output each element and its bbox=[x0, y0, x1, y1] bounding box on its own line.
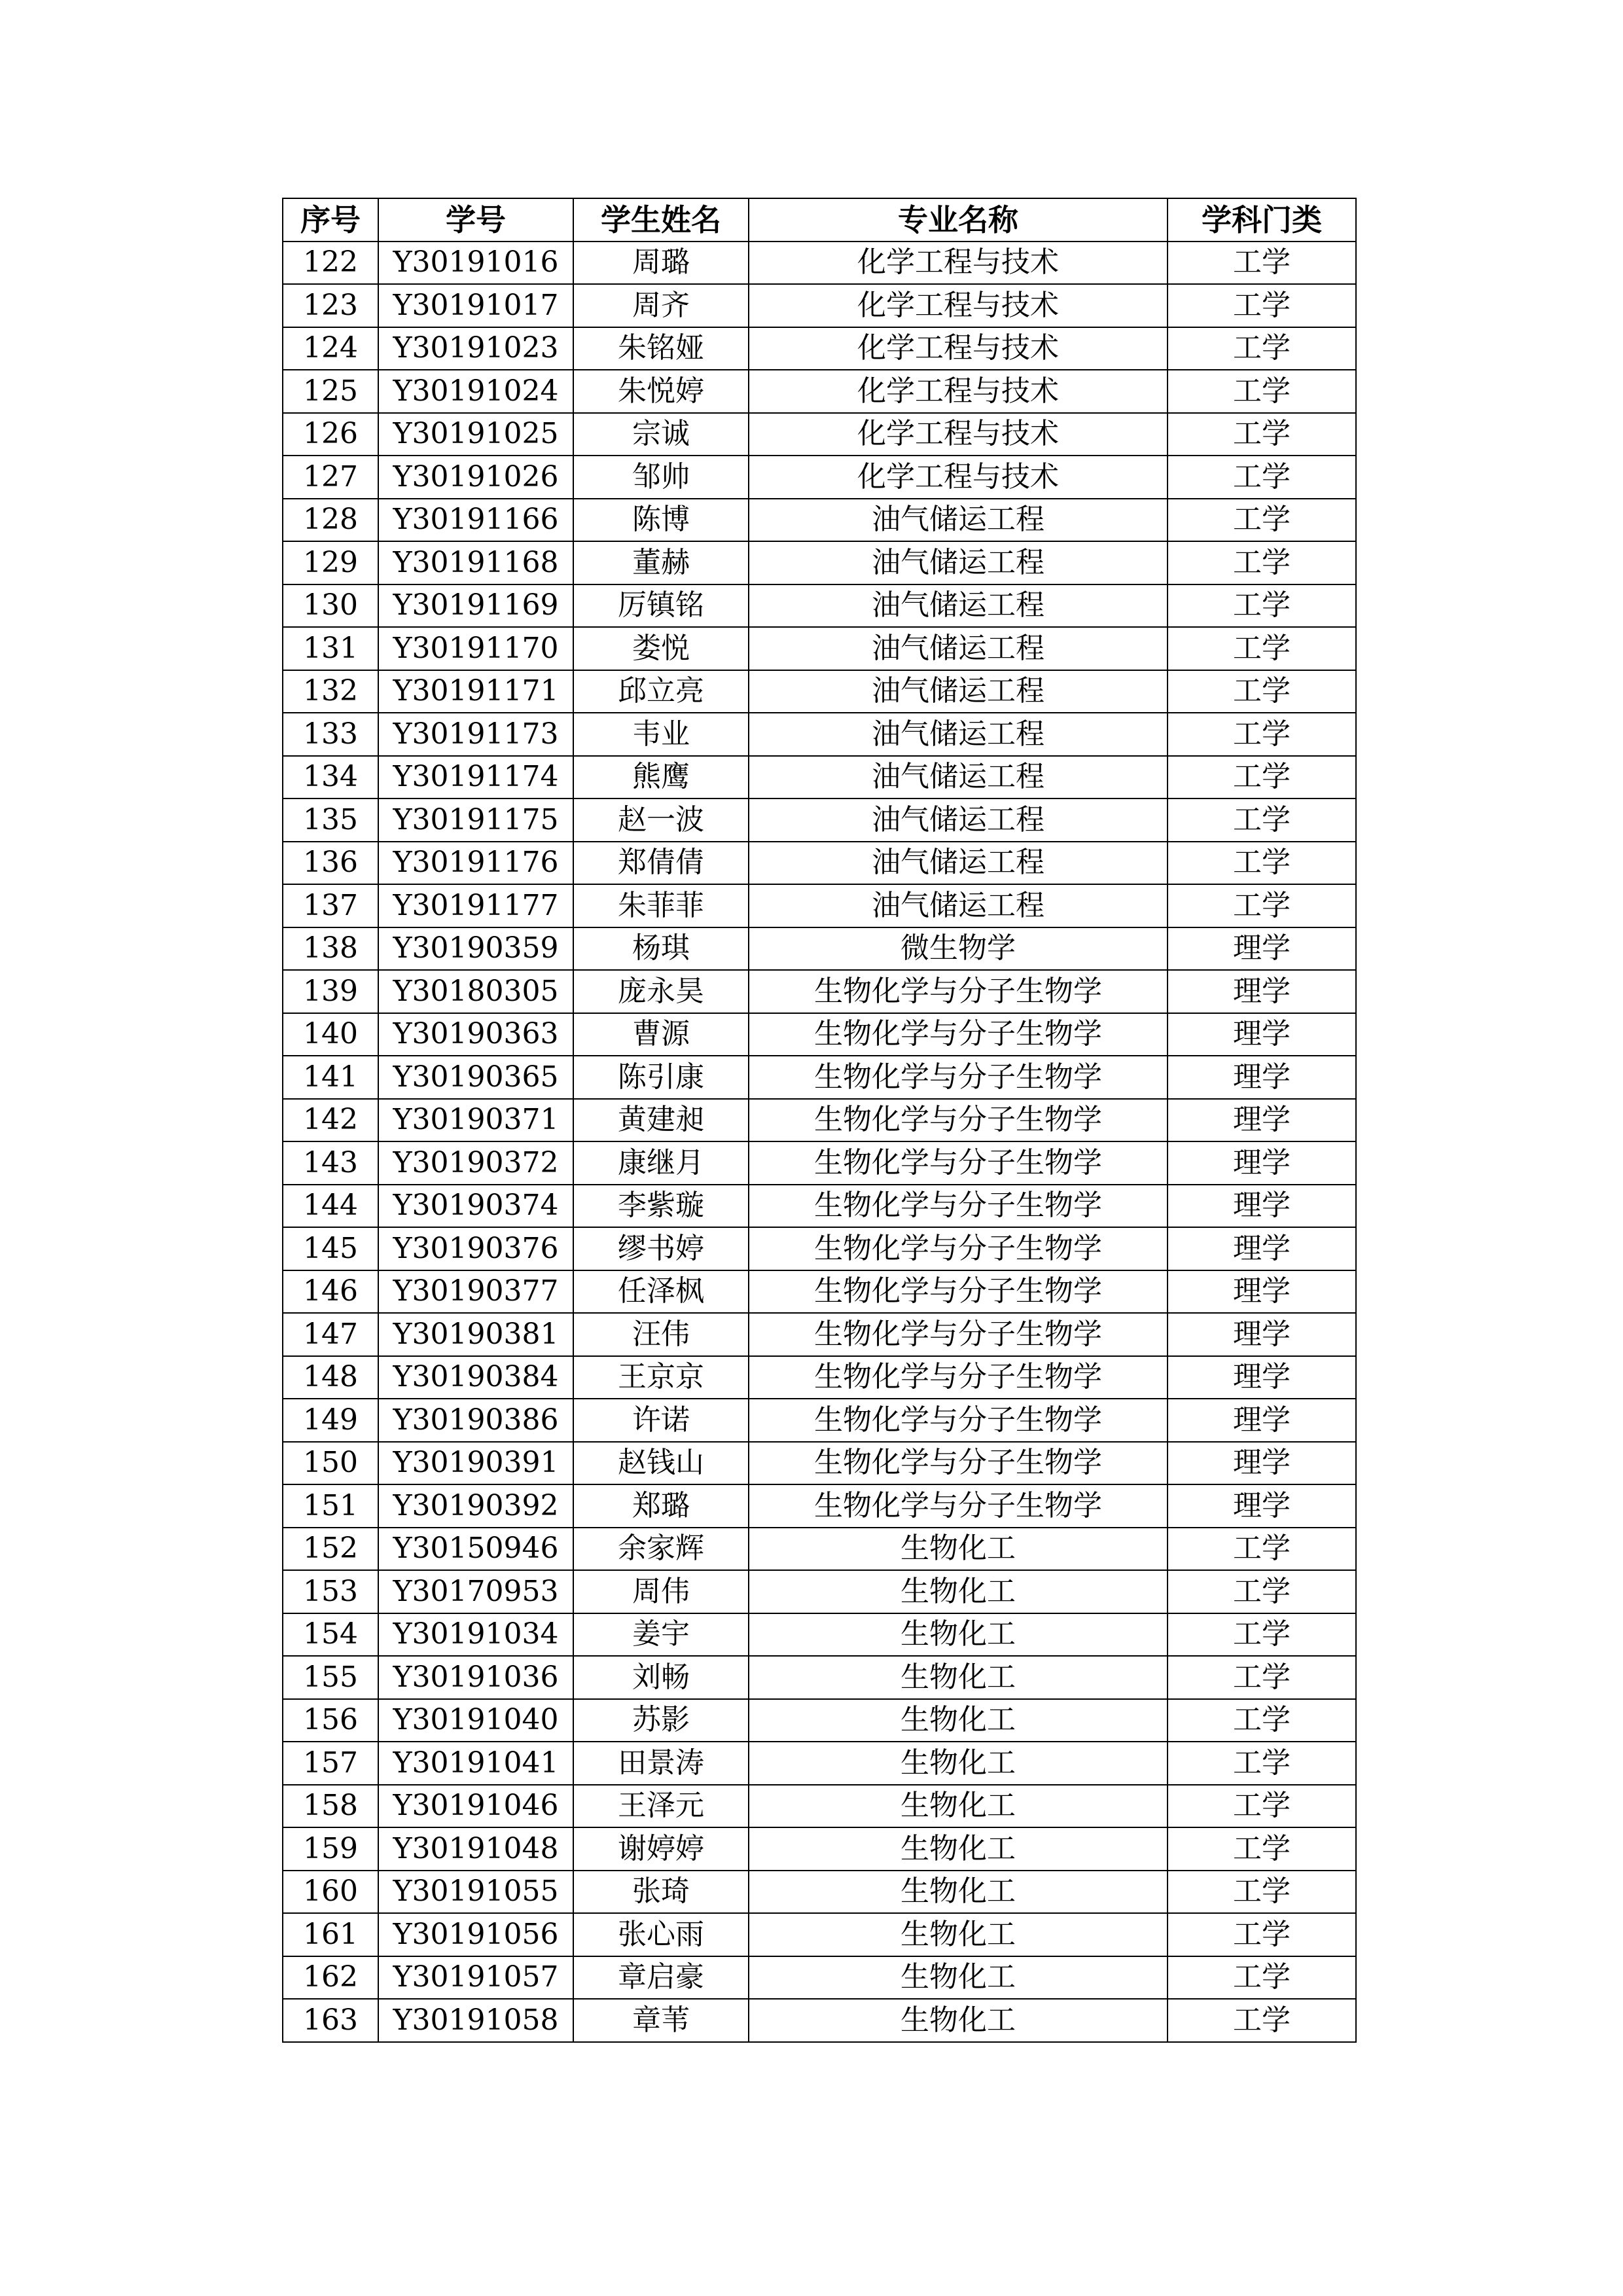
cell-student-name: 田景涛 bbox=[573, 1742, 749, 1785]
cell-major-name: 油气储运工程 bbox=[749, 499, 1168, 542]
header-row bbox=[283, 198, 1356, 242]
cell-student-id: Y30191024 bbox=[378, 370, 573, 413]
cell-serial-no: 123 bbox=[283, 284, 378, 327]
cell-student-name: 任泽枫 bbox=[573, 1270, 749, 1314]
cell-student-name: 汪伟 bbox=[573, 1313, 749, 1356]
cell-student-id: Y30150946 bbox=[378, 1528, 573, 1571]
table-row bbox=[283, 242, 1356, 285]
cell-student-id: Y30191058 bbox=[378, 1999, 573, 2042]
cell-student-name: 厉镇铭 bbox=[573, 584, 749, 628]
table-row bbox=[283, 884, 1356, 927]
cell-discipline-category: 工学 bbox=[1168, 1827, 1356, 1871]
cell-student-id: Y30191036 bbox=[378, 1656, 573, 1699]
table-row bbox=[283, 499, 1356, 542]
cell-major-name: 生物化工 bbox=[749, 1699, 1168, 1742]
table-row bbox=[283, 670, 1356, 713]
cell-discipline-category: 理学 bbox=[1168, 1056, 1356, 1099]
cell-student-name: 宗诚 bbox=[573, 413, 749, 456]
cell-student-id: Y30191176 bbox=[378, 842, 573, 885]
cell-serial-no: 149 bbox=[283, 1399, 378, 1442]
cell-student-name: 陈引康 bbox=[573, 1056, 749, 1099]
cell-major-name: 生物化工 bbox=[749, 1999, 1168, 2042]
cell-student-name: 张琦 bbox=[573, 1871, 749, 1914]
cell-serial-no: 131 bbox=[283, 627, 378, 670]
table-row bbox=[283, 370, 1356, 413]
cell-student-name: 许诺 bbox=[573, 1399, 749, 1442]
cell-serial-no: 154 bbox=[283, 1613, 378, 1657]
cell-major-name: 生物化工 bbox=[749, 1656, 1168, 1699]
cell-student-name: 周璐 bbox=[573, 242, 749, 285]
table-row bbox=[283, 1313, 1356, 1356]
cell-serial-no: 145 bbox=[283, 1227, 378, 1270]
table-row bbox=[283, 713, 1356, 756]
cell-student-id: Y30190386 bbox=[378, 1399, 573, 1442]
cell-discipline-category: 理学 bbox=[1168, 1270, 1356, 1314]
cell-major-name: 油气储运工程 bbox=[749, 584, 1168, 628]
cell-student-id: Y30191017 bbox=[378, 284, 573, 327]
header-student-id: 学号 bbox=[378, 198, 573, 242]
cell-major-name: 生物化工 bbox=[749, 1785, 1168, 1828]
cell-student-name: 章苇 bbox=[573, 1999, 749, 2042]
cell-student-name: 谢婷婷 bbox=[573, 1827, 749, 1871]
header-major-name: 专业名称 bbox=[749, 198, 1168, 242]
cell-serial-no: 160 bbox=[283, 1871, 378, 1914]
cell-serial-no: 146 bbox=[283, 1270, 378, 1314]
cell-student-name: 郑璐 bbox=[573, 1484, 749, 1528]
table-row bbox=[283, 1785, 1356, 1828]
cell-serial-no: 152 bbox=[283, 1528, 378, 1571]
cell-student-name: 曹源 bbox=[573, 1013, 749, 1056]
table-row bbox=[283, 1913, 1356, 1956]
cell-major-name: 生物化工 bbox=[749, 1871, 1168, 1914]
cell-student-id: Y30190371 bbox=[378, 1099, 573, 1142]
student-table bbox=[282, 198, 1357, 2043]
cell-student-name: 熊鹰 bbox=[573, 756, 749, 799]
header-serial-no: 序号 bbox=[283, 198, 378, 242]
cell-major-name: 生物化工 bbox=[749, 1528, 1168, 1571]
table-row bbox=[283, 584, 1356, 628]
cell-student-name: 朱悦婷 bbox=[573, 370, 749, 413]
cell-student-name: 章启豪 bbox=[573, 1956, 749, 2000]
cell-student-id: Y30190392 bbox=[378, 1484, 573, 1528]
table-row bbox=[283, 842, 1356, 885]
cell-major-name: 化学工程与技术 bbox=[749, 413, 1168, 456]
cell-discipline-category: 工学 bbox=[1168, 413, 1356, 456]
cell-major-name: 生物化工 bbox=[749, 1613, 1168, 1657]
cell-discipline-category: 工学 bbox=[1168, 284, 1356, 327]
cell-discipline-category: 工学 bbox=[1168, 670, 1356, 713]
table-row bbox=[283, 1442, 1356, 1485]
cell-discipline-category: 工学 bbox=[1168, 242, 1356, 285]
cell-student-id: Y30190384 bbox=[378, 1356, 573, 1399]
cell-major-name: 生物化学与分子生物学 bbox=[749, 1099, 1168, 1142]
cell-student-name: 王京京 bbox=[573, 1356, 749, 1399]
cell-serial-no: 162 bbox=[283, 1956, 378, 2000]
cell-discipline-category: 理学 bbox=[1168, 1141, 1356, 1185]
cell-student-id: Y30191046 bbox=[378, 1785, 573, 1828]
table-body bbox=[283, 242, 1356, 2042]
cell-discipline-category: 理学 bbox=[1168, 1313, 1356, 1356]
cell-discipline-category: 工学 bbox=[1168, 456, 1356, 499]
cell-serial-no: 129 bbox=[283, 541, 378, 584]
table-row bbox=[283, 456, 1356, 499]
cell-student-name: 邹帅 bbox=[573, 456, 749, 499]
cell-major-name: 化学工程与技术 bbox=[749, 327, 1168, 370]
cell-student-name: 张心雨 bbox=[573, 1913, 749, 1956]
cell-serial-no: 127 bbox=[283, 456, 378, 499]
cell-discipline-category: 工学 bbox=[1168, 1871, 1356, 1914]
cell-discipline-category: 工学 bbox=[1168, 713, 1356, 756]
cell-student-id: Y30191055 bbox=[378, 1871, 573, 1914]
table-row bbox=[283, 541, 1356, 584]
cell-major-name: 油气储运工程 bbox=[749, 627, 1168, 670]
cell-student-id: Y30191174 bbox=[378, 756, 573, 799]
cell-major-name: 生物化学与分子生物学 bbox=[749, 1313, 1168, 1356]
cell-serial-no: 141 bbox=[283, 1056, 378, 1099]
cell-student-id: Y30191175 bbox=[378, 798, 573, 842]
cell-major-name: 生物化工 bbox=[749, 1570, 1168, 1613]
cell-student-id: Y30180305 bbox=[378, 970, 573, 1013]
cell-student-id: Y30191025 bbox=[378, 413, 573, 456]
cell-major-name: 生物化学与分子生物学 bbox=[749, 1013, 1168, 1056]
cell-discipline-category: 工学 bbox=[1168, 884, 1356, 927]
cell-student-name: 朱菲菲 bbox=[573, 884, 749, 927]
cell-discipline-category: 工学 bbox=[1168, 1999, 1356, 2042]
cell-major-name: 生物化学与分子生物学 bbox=[749, 1185, 1168, 1228]
cell-serial-no: 135 bbox=[283, 798, 378, 842]
table-row bbox=[283, 927, 1356, 971]
table-row bbox=[283, 1013, 1356, 1056]
cell-discipline-category: 理学 bbox=[1168, 1227, 1356, 1270]
cell-student-name: 韦业 bbox=[573, 713, 749, 756]
cell-serial-no: 126 bbox=[283, 413, 378, 456]
cell-discipline-category: 工学 bbox=[1168, 1956, 1356, 2000]
cell-discipline-category: 工学 bbox=[1168, 1742, 1356, 1785]
cell-serial-no: 134 bbox=[283, 756, 378, 799]
table-row bbox=[283, 1270, 1356, 1314]
cell-discipline-category: 工学 bbox=[1168, 1913, 1356, 1956]
cell-discipline-category: 工学 bbox=[1168, 1570, 1356, 1613]
table-row bbox=[283, 1956, 1356, 2000]
cell-discipline-category: 理学 bbox=[1168, 970, 1356, 1013]
cell-serial-no: 147 bbox=[283, 1313, 378, 1356]
cell-serial-no: 140 bbox=[283, 1013, 378, 1056]
table-header bbox=[283, 198, 1356, 242]
cell-serial-no: 128 bbox=[283, 499, 378, 542]
cell-student-name: 缪书婷 bbox=[573, 1227, 749, 1270]
cell-serial-no: 144 bbox=[283, 1185, 378, 1228]
cell-discipline-category: 工学 bbox=[1168, 1699, 1356, 1742]
cell-serial-no: 148 bbox=[283, 1356, 378, 1399]
cell-serial-no: 159 bbox=[283, 1827, 378, 1871]
table-row bbox=[283, 756, 1356, 799]
table-row bbox=[283, 1613, 1356, 1657]
cell-serial-no: 139 bbox=[283, 970, 378, 1013]
cell-serial-no: 137 bbox=[283, 884, 378, 927]
cell-student-id: Y30190381 bbox=[378, 1313, 573, 1356]
cell-major-name: 生物化学与分子生物学 bbox=[749, 1399, 1168, 1442]
cell-student-name: 董赫 bbox=[573, 541, 749, 584]
cell-student-name: 庞永昊 bbox=[573, 970, 749, 1013]
cell-serial-no: 151 bbox=[283, 1484, 378, 1528]
cell-student-name: 郑倩倩 bbox=[573, 842, 749, 885]
cell-student-id: Y30190372 bbox=[378, 1141, 573, 1185]
cell-serial-no: 124 bbox=[283, 327, 378, 370]
cell-major-name: 化学工程与技术 bbox=[749, 284, 1168, 327]
table-row bbox=[283, 1356, 1356, 1399]
cell-student-id: Y30191041 bbox=[378, 1742, 573, 1785]
cell-major-name: 生物化学与分子生物学 bbox=[749, 1141, 1168, 1185]
cell-student-id: Y30190391 bbox=[378, 1442, 573, 1485]
cell-major-name: 油气储运工程 bbox=[749, 798, 1168, 842]
cell-major-name: 化学工程与技术 bbox=[749, 456, 1168, 499]
cell-student-id: Y30190377 bbox=[378, 1270, 573, 1314]
cell-discipline-category: 工学 bbox=[1168, 370, 1356, 413]
cell-serial-no: 132 bbox=[283, 670, 378, 713]
table-row bbox=[283, 327, 1356, 370]
table-row bbox=[283, 1656, 1356, 1699]
cell-major-name: 化学工程与技术 bbox=[749, 370, 1168, 413]
cell-major-name: 生物化学与分子生物学 bbox=[749, 1442, 1168, 1485]
cell-discipline-category: 理学 bbox=[1168, 1356, 1356, 1399]
table-row bbox=[283, 1056, 1356, 1099]
cell-serial-no: 138 bbox=[283, 927, 378, 971]
cell-student-id: Y30191170 bbox=[378, 627, 573, 670]
table-row bbox=[283, 1528, 1356, 1571]
cell-major-name: 生物化学与分子生物学 bbox=[749, 1056, 1168, 1099]
cell-student-name: 娄悦 bbox=[573, 627, 749, 670]
table-row bbox=[283, 413, 1356, 456]
cell-student-id: Y30170953 bbox=[378, 1570, 573, 1613]
cell-student-id: Y30190359 bbox=[378, 927, 573, 971]
cell-major-name: 油气储运工程 bbox=[749, 756, 1168, 799]
cell-student-name: 王泽元 bbox=[573, 1785, 749, 1828]
cell-major-name: 生物化学与分子生物学 bbox=[749, 1484, 1168, 1528]
table-row bbox=[283, 1185, 1356, 1228]
table-row bbox=[283, 284, 1356, 327]
table-row bbox=[283, 1827, 1356, 1871]
table-row bbox=[283, 1699, 1356, 1742]
cell-student-name: 康继月 bbox=[573, 1141, 749, 1185]
cell-discipline-category: 工学 bbox=[1168, 499, 1356, 542]
cell-student-id: Y30191057 bbox=[378, 1956, 573, 2000]
cell-student-id: Y30190365 bbox=[378, 1056, 573, 1099]
cell-student-id: Y30191177 bbox=[378, 884, 573, 927]
cell-student-name: 邱立亮 bbox=[573, 670, 749, 713]
cell-serial-no: 161 bbox=[283, 1913, 378, 1956]
cell-major-name: 生物化学与分子生物学 bbox=[749, 1356, 1168, 1399]
cell-student-name: 黄建昶 bbox=[573, 1099, 749, 1142]
cell-student-name: 赵钱山 bbox=[573, 1442, 749, 1485]
table-row bbox=[283, 627, 1356, 670]
cell-discipline-category: 工学 bbox=[1168, 1785, 1356, 1828]
cell-major-name: 生物化学与分子生物学 bbox=[749, 970, 1168, 1013]
cell-student-id: Y30191016 bbox=[378, 242, 573, 285]
cell-discipline-category: 理学 bbox=[1168, 1013, 1356, 1056]
cell-major-name: 生物化工 bbox=[749, 1827, 1168, 1871]
cell-student-name: 周伟 bbox=[573, 1570, 749, 1613]
cell-discipline-category: 工学 bbox=[1168, 584, 1356, 628]
cell-discipline-category: 工学 bbox=[1168, 1528, 1356, 1571]
cell-discipline-category: 工学 bbox=[1168, 1613, 1356, 1657]
table-row bbox=[283, 970, 1356, 1013]
table-row bbox=[283, 1399, 1356, 1442]
cell-major-name: 生物化工 bbox=[749, 1913, 1168, 1956]
cell-major-name: 生物化学与分子生物学 bbox=[749, 1227, 1168, 1270]
cell-discipline-category: 理学 bbox=[1168, 1399, 1356, 1442]
cell-student-id: Y30191171 bbox=[378, 670, 573, 713]
cell-major-name: 生物化工 bbox=[749, 1742, 1168, 1785]
cell-student-id: Y30191040 bbox=[378, 1699, 573, 1742]
cell-serial-no: 158 bbox=[283, 1785, 378, 1828]
table-row bbox=[283, 1484, 1356, 1528]
cell-student-name: 陈博 bbox=[573, 499, 749, 542]
cell-major-name: 油气储运工程 bbox=[749, 884, 1168, 927]
cell-student-id: Y30191034 bbox=[378, 1613, 573, 1657]
cell-discipline-category: 理学 bbox=[1168, 1099, 1356, 1142]
table-row bbox=[283, 1141, 1356, 1185]
cell-student-id: Y30190363 bbox=[378, 1013, 573, 1056]
cell-major-name: 生物化学与分子生物学 bbox=[749, 1270, 1168, 1314]
cell-major-name: 油气储运工程 bbox=[749, 670, 1168, 713]
cell-discipline-category: 理学 bbox=[1168, 1442, 1356, 1485]
cell-serial-no: 143 bbox=[283, 1141, 378, 1185]
cell-student-name: 朱铭娅 bbox=[573, 327, 749, 370]
table-row bbox=[283, 1999, 1356, 2042]
cell-serial-no: 133 bbox=[283, 713, 378, 756]
cell-student-name: 余家辉 bbox=[573, 1528, 749, 1571]
cell-discipline-category: 工学 bbox=[1168, 842, 1356, 885]
cell-student-id: Y30191048 bbox=[378, 1827, 573, 1871]
cell-student-name: 杨琪 bbox=[573, 927, 749, 971]
cell-serial-no: 130 bbox=[283, 584, 378, 628]
cell-student-name: 苏影 bbox=[573, 1699, 749, 1742]
cell-student-name: 姜宇 bbox=[573, 1613, 749, 1657]
cell-student-id: Y30191168 bbox=[378, 541, 573, 584]
cell-serial-no: 155 bbox=[283, 1656, 378, 1699]
cell-student-id: Y30191173 bbox=[378, 713, 573, 756]
cell-discipline-category: 理学 bbox=[1168, 927, 1356, 971]
cell-student-id: Y30191169 bbox=[378, 584, 573, 628]
cell-major-name: 油气储运工程 bbox=[749, 713, 1168, 756]
table-row bbox=[283, 1742, 1356, 1785]
cell-serial-no: 156 bbox=[283, 1699, 378, 1742]
header-student-name: 学生姓名 bbox=[573, 198, 749, 242]
cell-serial-no: 142 bbox=[283, 1099, 378, 1142]
cell-major-name: 微生物学 bbox=[749, 927, 1168, 971]
cell-serial-no: 150 bbox=[283, 1442, 378, 1485]
cell-discipline-category: 工学 bbox=[1168, 1656, 1356, 1699]
cell-serial-no: 153 bbox=[283, 1570, 378, 1613]
cell-student-name: 赵一波 bbox=[573, 798, 749, 842]
table-row bbox=[283, 1570, 1356, 1613]
cell-student-name: 周齐 bbox=[573, 284, 749, 327]
table-row bbox=[283, 1871, 1356, 1914]
cell-serial-no: 136 bbox=[283, 842, 378, 885]
cell-serial-no: 163 bbox=[283, 1999, 378, 2042]
table-row bbox=[283, 798, 1356, 842]
cell-student-name: 李紫璇 bbox=[573, 1185, 749, 1228]
cell-discipline-category: 工学 bbox=[1168, 541, 1356, 584]
cell-discipline-category: 理学 bbox=[1168, 1185, 1356, 1228]
cell-serial-no: 157 bbox=[283, 1742, 378, 1785]
cell-student-id: Y30190376 bbox=[378, 1227, 573, 1270]
header-discipline-category: 学科门类 bbox=[1168, 198, 1356, 242]
cell-student-id: Y30191026 bbox=[378, 456, 573, 499]
cell-student-id: Y30191056 bbox=[378, 1913, 573, 1956]
cell-discipline-category: 工学 bbox=[1168, 756, 1356, 799]
cell-major-name: 油气储运工程 bbox=[749, 541, 1168, 584]
cell-major-name: 化学工程与技术 bbox=[749, 242, 1168, 285]
cell-student-name: 刘畅 bbox=[573, 1656, 749, 1699]
cell-major-name: 油气储运工程 bbox=[749, 842, 1168, 885]
cell-student-id: Y30190374 bbox=[378, 1185, 573, 1228]
cell-discipline-category: 理学 bbox=[1168, 1484, 1356, 1528]
cell-discipline-category: 工学 bbox=[1168, 627, 1356, 670]
table-row bbox=[283, 1099, 1356, 1142]
cell-student-id: Y30191166 bbox=[378, 499, 573, 542]
cell-discipline-category: 工学 bbox=[1168, 327, 1356, 370]
cell-serial-no: 125 bbox=[283, 370, 378, 413]
table-row bbox=[283, 1227, 1356, 1270]
cell-discipline-category: 工学 bbox=[1168, 798, 1356, 842]
cell-student-id: Y30191023 bbox=[378, 327, 573, 370]
cell-major-name: 生物化工 bbox=[749, 1956, 1168, 2000]
cell-serial-no: 122 bbox=[283, 242, 378, 285]
